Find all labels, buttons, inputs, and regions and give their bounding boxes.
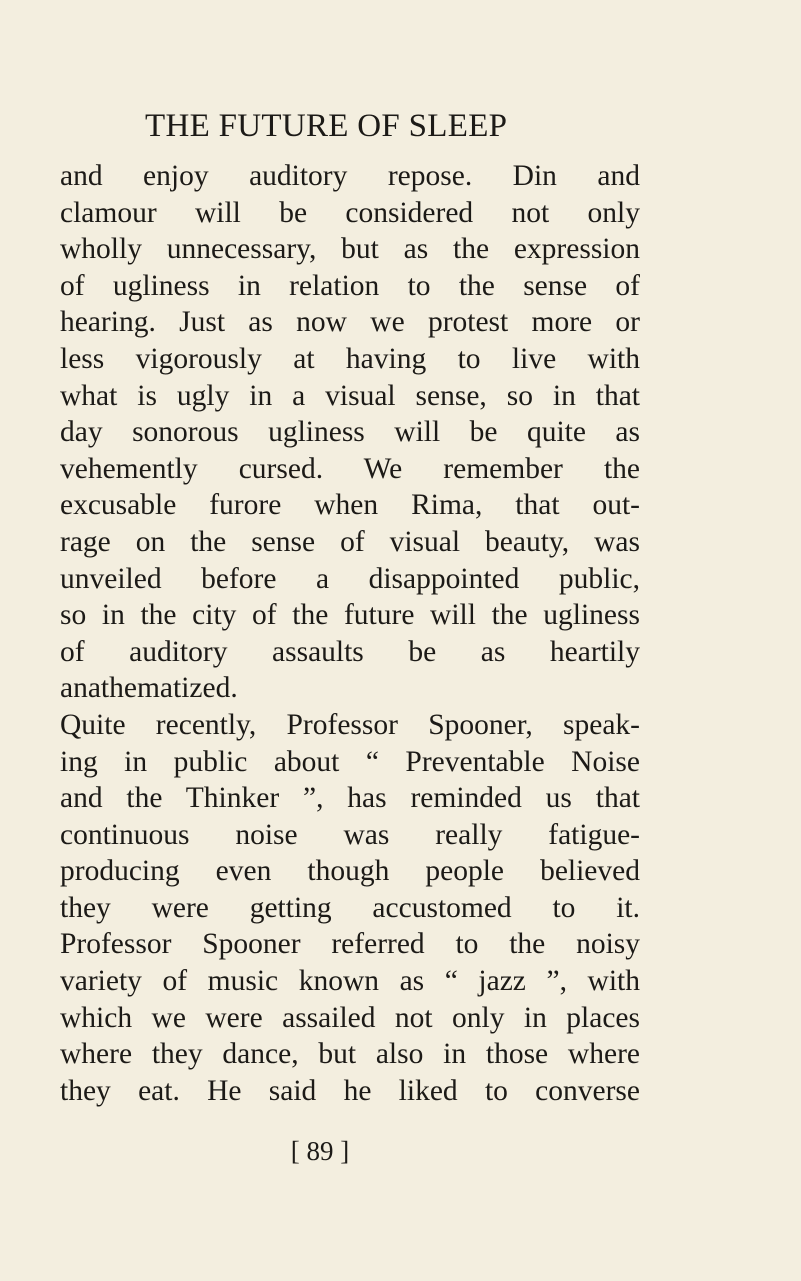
text-line: so in the city of the future will the ugliness [60, 599, 640, 632]
running-head: THE FUTURE OF SLEEP [145, 108, 508, 144]
text-line: they eat. He said he liked to converse [60, 1074, 640, 1107]
text-line: hearing. Just as now we protest more or [60, 306, 640, 339]
text-line-paragraph-end: anathematized. [60, 672, 238, 705]
text-line: continuous noise was really fatigue- [60, 818, 640, 851]
text-line: and the Thinker ”, has reminded us that [60, 782, 640, 815]
text-line: of auditory assaults be as heartily [60, 635, 640, 668]
text-line: what is ugly in a visual sense, so in that [60, 379, 640, 412]
text-line: clamour will be considered not only [60, 196, 640, 229]
text-line: excusable furore when Rima, that out- [60, 489, 640, 522]
text-line: Quite recently, Professor Spooner, speak- [60, 708, 640, 741]
text-line: ing in public about “ Preventable Noise [60, 745, 640, 778]
text-line: day sonorous ugliness will be quite as [60, 416, 640, 449]
text-line: they were getting accustomed to it. [60, 891, 640, 924]
text-line: less vigorously at having to live with [60, 342, 640, 375]
text-line: variety of music known as “ jazz ”, with [60, 965, 640, 998]
text-line: where they dance, but also in those where [60, 1038, 640, 1071]
text-line: and enjoy auditory repose. Din and [60, 160, 640, 192]
text-line: vehemently cursed. We remember the [60, 452, 640, 485]
text-line: of ugliness in relation to the sense of [60, 269, 640, 302]
text-line: Professor Spooner referred to the noisy [60, 928, 640, 961]
page-number: [ 89 ] [290, 1136, 350, 1166]
text-line: rage on the sense of visual beauty, was [60, 525, 640, 558]
text-line: producing even though people believed [60, 855, 640, 888]
text-line: unveiled before a disappointed public, [60, 562, 640, 595]
body-text [60, 158, 640, 1109]
text-line: which we were assailed not only in places [60, 1001, 640, 1034]
text-line: wholly unnecessary, but as the expression [60, 233, 640, 266]
